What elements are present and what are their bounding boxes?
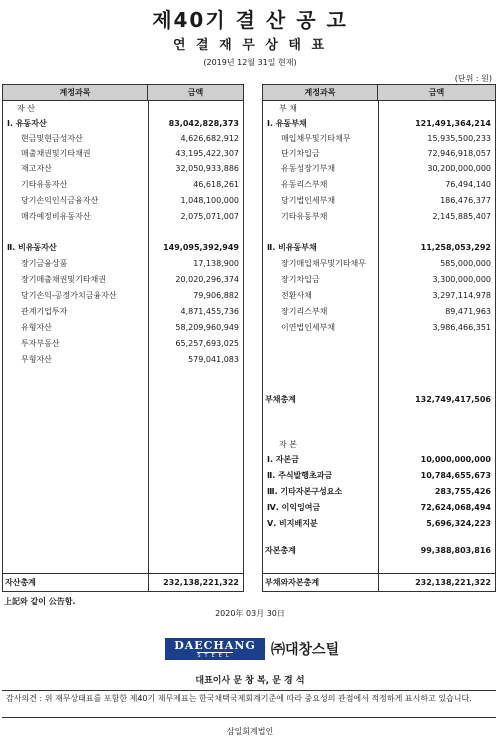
liabilities-header-amount: 금액 xyxy=(428,88,445,97)
asset-amount: 17,138,900 xyxy=(193,259,239,268)
noncurrent-assets-label: Ⅱ. 비유동자산 xyxy=(7,243,57,252)
liability-row xyxy=(263,133,495,144)
liability-label: 기타유동부채 xyxy=(281,212,328,221)
liability-amount: 89,471,963 xyxy=(445,307,491,316)
asset-row xyxy=(3,322,243,333)
asset-amount: 32,050,933,886 xyxy=(175,164,239,173)
noncurrent-assets-total: 149,095,392,949 xyxy=(163,243,239,252)
asset-label: 투자부동산 xyxy=(21,339,60,348)
auditor-name: 삼일회계법인 xyxy=(226,727,274,736)
asset-label: 매각예정비유동자산 xyxy=(21,212,91,221)
liability-label: 매입채무및기타채무 xyxy=(281,134,351,143)
liability-amount: 3,297,114,978 xyxy=(432,291,491,300)
as-of-date: (2019년 12월 31일 현재) xyxy=(203,58,297,67)
asset-label: 당기손익인식금융자산 xyxy=(21,196,99,205)
grand-total-divider xyxy=(263,573,495,574)
equity-total-amount: 99,388,803,816 xyxy=(420,546,491,555)
asset-row xyxy=(3,290,243,301)
equity-section-row xyxy=(263,439,495,450)
assets-header-account: 계정과목 xyxy=(3,85,148,100)
liability-row xyxy=(263,258,495,269)
asset-amount: 2,075,071,007 xyxy=(180,212,239,221)
grand-total-row xyxy=(263,577,495,588)
liabilities-header xyxy=(263,85,495,101)
assets-total-divider xyxy=(3,573,243,574)
asset-label: 무형자산 xyxy=(21,355,52,364)
noncurrent-liabilities-row xyxy=(263,242,495,253)
liabilities-header-account: 계정과목 xyxy=(263,85,378,100)
current-liabilities-total: 121,491,364,214 xyxy=(415,119,491,128)
liability-row xyxy=(263,163,495,174)
assets-header-amount: 금액 xyxy=(187,88,204,97)
asset-label: 장기매출채권및기타채권 xyxy=(21,275,107,284)
unit-label: (단위 : 원) xyxy=(454,74,492,83)
ceo-names: 대표이사 문 창 복, 문 경 석 xyxy=(195,676,305,686)
asset-label: 재고자산 xyxy=(21,164,52,173)
asset-row xyxy=(3,258,243,269)
liability-amount: 186,476,377 xyxy=(440,196,491,205)
liability-label: 유동리스부채 xyxy=(281,180,328,189)
equity-label: Ⅴ. 비지배지분 xyxy=(267,519,318,528)
asset-amount: 1,048,100,000 xyxy=(180,196,239,205)
liability-row xyxy=(263,211,495,222)
asset-row xyxy=(3,338,243,349)
noncurrent-assets-row xyxy=(3,242,243,253)
assets-section-row xyxy=(3,103,243,114)
liability-row xyxy=(263,179,495,190)
asset-amount: 4,871,455,736 xyxy=(180,307,239,316)
equity-total-label: 자본총계 xyxy=(265,546,296,555)
asset-label: 관계기업투자 xyxy=(21,307,68,316)
liabilities-section-row xyxy=(263,103,495,114)
equity-row xyxy=(263,502,495,513)
equity-row xyxy=(263,454,495,465)
announcement-title: 제40기 결 산 공 고 xyxy=(152,8,348,32)
asset-row xyxy=(3,195,243,206)
current-assets-row xyxy=(3,118,243,129)
current-liabilities-row xyxy=(263,118,495,129)
liability-row xyxy=(263,306,495,317)
liabilities-section-label: 부 채 xyxy=(279,104,297,113)
liability-row xyxy=(263,290,495,301)
company-logo xyxy=(165,638,339,660)
asset-amount: 46,618,261 xyxy=(193,180,239,189)
announcement-date: 2020年 03月 30日 xyxy=(215,609,285,618)
liability-label: 장기리스부채 xyxy=(281,307,328,316)
assets-header xyxy=(3,85,243,101)
liabilities-total-amount: 132,749,417,506 xyxy=(415,395,491,404)
asset-label: 현금및현금성자산 xyxy=(21,134,83,143)
asset-label: 기타유동자산 xyxy=(21,180,68,189)
equity-label: Ⅳ. 이익잉여금 xyxy=(267,503,321,512)
liability-label: 단기차입금 xyxy=(281,149,320,158)
asset-row xyxy=(3,211,243,222)
asset-row xyxy=(3,354,243,365)
liability-amount: 3,300,000,000 xyxy=(432,275,491,284)
asset-amount: 43,195,422,307 xyxy=(175,149,239,158)
logo-main-text: DAECHANG xyxy=(174,638,256,652)
liability-amount: 3,986,466,351 xyxy=(432,323,491,332)
liability-amount: 76,494,140 xyxy=(445,180,491,189)
grand-total-label: 부채와자본총계 xyxy=(265,578,320,587)
equity-amount: 10,000,000,000 xyxy=(420,455,491,464)
liability-label: 장기차입금 xyxy=(281,275,320,284)
audit-opinion-note: 감사의견 : 위 재무상태표를 포함한 제40기 재무제표는 한국채택국제회계기준에 따라 중요성의 관점에서 적정하게 표시하고 있습니다. xyxy=(2,690,496,718)
asset-row xyxy=(3,306,243,317)
asset-amount: 579,041,083 xyxy=(188,355,239,364)
asset-amount: 58,209,960,949 xyxy=(175,323,239,332)
assets-total-amount: 232,138,221,322 xyxy=(163,578,239,587)
liabilities-equity-panel xyxy=(262,84,496,592)
liabilities-total-row xyxy=(263,394,495,405)
logo-sub-text: STEEL xyxy=(197,652,233,659)
liability-row xyxy=(263,274,495,285)
asset-row xyxy=(3,133,243,144)
liability-label: 당기법인세부채 xyxy=(281,196,336,205)
liability-label: 유동성장기부채 xyxy=(281,164,336,173)
current-liabilities-label: Ⅰ. 유동부채 xyxy=(267,119,307,128)
asset-amount: 65,257,693,025 xyxy=(175,339,239,348)
equity-label: Ⅲ. 기타자본구성요소 xyxy=(267,487,343,496)
current-assets-total: 83,042,828,373 xyxy=(168,119,239,128)
asset-label: 당기손익-공정가치금융자산 xyxy=(21,291,117,300)
liabilities-total-label: 부채총계 xyxy=(265,395,296,404)
equity-amount: 283,755,426 xyxy=(434,487,491,496)
assets-total-row xyxy=(3,577,243,588)
asset-label: 장기금융상품 xyxy=(21,259,68,268)
liability-row xyxy=(263,195,495,206)
equity-amount: 5,696,324,223 xyxy=(426,519,491,528)
liability-amount: 72,946,918,057 xyxy=(427,149,491,158)
liability-row xyxy=(263,148,495,159)
assets-total-label: 자산총계 xyxy=(5,578,36,587)
asset-row xyxy=(3,274,243,285)
liability-amount: 2,145,885,407 xyxy=(432,212,491,221)
company-name: ㈜대창스틸 xyxy=(271,642,340,658)
closing-statement: 上記와 같이 公告함. xyxy=(4,597,76,606)
equity-row xyxy=(263,486,495,497)
current-assets-label: Ⅰ. 유동자산 xyxy=(7,119,47,128)
equity-row xyxy=(263,518,495,529)
asset-label: 매출채권및기타채권 xyxy=(21,149,91,158)
asset-amount: 4,626,682,912 xyxy=(180,134,239,143)
liability-amount: 15,935,500,233 xyxy=(427,134,491,143)
grand-total-amount: 232,138,221,322 xyxy=(415,578,491,587)
assets-panel xyxy=(2,84,244,592)
asset-amount: 79,906,882 xyxy=(193,291,239,300)
equity-section-label: 자 본 xyxy=(279,440,297,449)
equity-row xyxy=(263,470,495,481)
liability-label: 전환사채 xyxy=(281,291,312,300)
noncurrent-liabilities-total: 11,258,053,292 xyxy=(420,243,491,252)
asset-row xyxy=(3,163,243,174)
equity-label: Ⅱ. 주식발행초과금 xyxy=(267,471,333,480)
equity-amount: 72,624,068,494 xyxy=(420,503,491,512)
daechang-logo-mark xyxy=(165,638,265,660)
asset-row xyxy=(3,179,243,190)
asset-amount: 20,020,296,374 xyxy=(175,275,239,284)
equity-total-row xyxy=(263,545,495,556)
liability-amount: 30,200,000,000 xyxy=(427,164,491,173)
liability-label: 이연법인세부채 xyxy=(281,323,336,332)
liability-amount: 585,000,000 xyxy=(440,259,491,268)
asset-row xyxy=(3,148,243,159)
liability-label: 장기매입채무및기타채무 xyxy=(281,259,367,268)
statement-title: 연 결 재 무 상 태 표 xyxy=(172,38,328,53)
equity-amount: 10,784,655,673 xyxy=(420,471,491,480)
asset-label: 유형자산 xyxy=(21,323,52,332)
liability-row xyxy=(263,322,495,333)
assets-section-label: 자 산 xyxy=(17,104,35,113)
noncurrent-liabilities-label: Ⅱ. 비유동부채 xyxy=(267,243,317,252)
equity-label: Ⅰ. 자본금 xyxy=(267,455,299,464)
